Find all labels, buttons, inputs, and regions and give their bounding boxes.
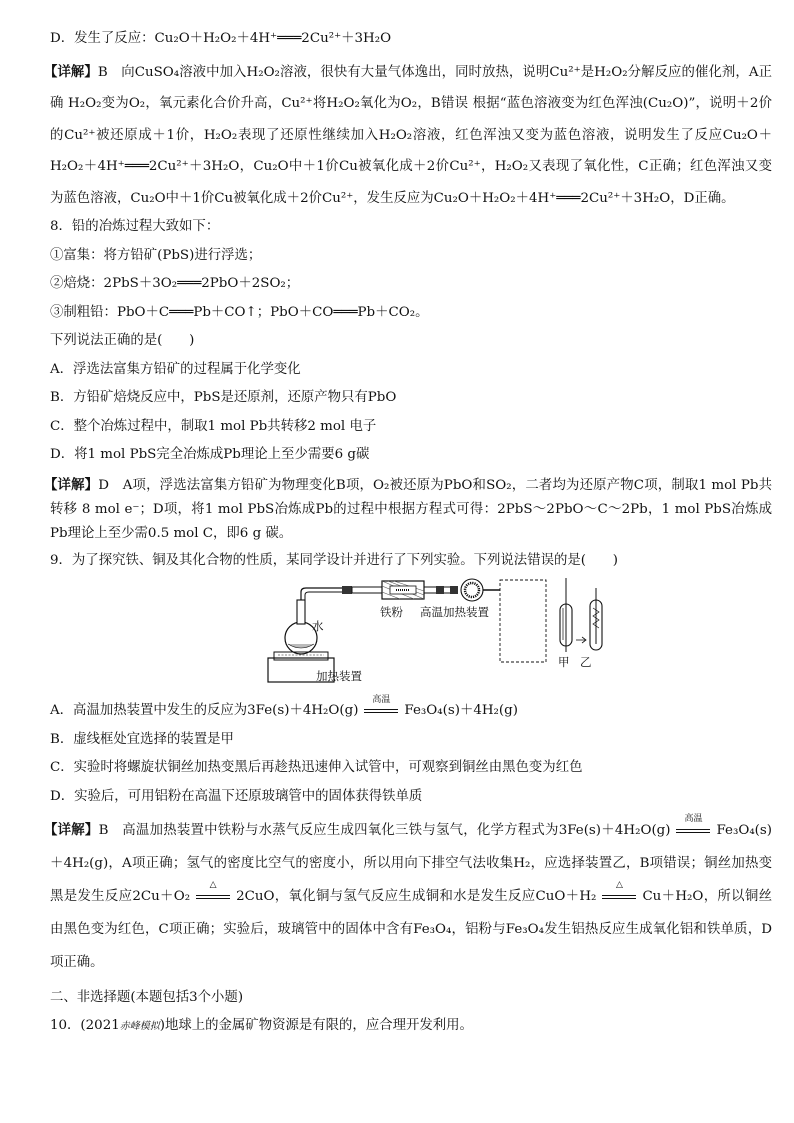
q8-answer	[44, 473, 773, 546]
q7-answer-tag: 【详解】	[44, 63, 98, 80]
document-page	[44, 28, 773, 1045]
q8-ask: 下列说法正确的是( )	[50, 333, 195, 348]
q10-number: 10．(2021	[50, 1018, 120, 1033]
q9-option-b: B．虚线框处宜选择的装置是甲	[50, 731, 234, 747]
condition-label: △	[209, 880, 217, 890]
reaction-arrow	[190, 880, 236, 913]
condition-label: 高温	[372, 695, 391, 705]
q7-answer	[44, 57, 772, 215]
q8-answer-tag: 【详解】	[44, 476, 99, 493]
q8-step-3: ③制粗铅：PbO＋C═══Pb＋CO↑；PbO＋CO═══Pb＋CO₂。	[50, 304, 429, 320]
section-heading: 二、非选择题(本题包括3个小题)	[50, 990, 244, 1005]
q8-option-c: C．整个冶炼过程中，制取1 mol Pb共转移2 mol 电子	[50, 418, 377, 434]
q10-text: )地球上的金属矿物资源是有限的，应合理开发利用。	[159, 1018, 473, 1033]
reaction-arrow	[358, 695, 404, 722]
q9-answer-part2: Fe₃O₄(s)＋4H₂(g)，A项正确；氢气的密度比空气的密度小，所以用向下排空气法收集H₂，应选择装置乙，B项错误；铜丝加热变黑是发生反应2Cu＋O₂	[50, 823, 773, 904]
q9-answer-part1: B 高温加热装置中铁粉与水蒸气反应生成四氧化三铁与氢气，化学方程式为3Fe(s)＋4H₂O(g)	[98, 823, 671, 838]
q9-answer-part4: Cu＋H₂O，所以铜丝由黑色变为红色，C项正确；实验后，玻璃管中的固体中含有Fe₃O₄，铝粉与Fe₃O₄发生铝热反应生成氧化铝和铁单质，D项正确。	[50, 889, 772, 970]
q9-answer-part3: 2CuO，氧化铜与氢气反应生成铜和水是发生反应CuO＋H₂	[236, 889, 597, 904]
q10-source: 赤峰模拟	[119, 1021, 160, 1032]
label-heater: 加热装置	[316, 669, 362, 683]
reaction-arrow	[670, 814, 716, 847]
q9-answer	[44, 814, 773, 979]
q8-step-1: ①富集：将方铅矿(PbS)进行浮选；	[50, 247, 262, 263]
q9-option-d: D．实验后，可用铝粉在高温下还原玻璃管中的固体获得铁单质	[50, 788, 423, 804]
reaction-arrow	[596, 880, 642, 913]
q9-option-a	[50, 695, 772, 722]
label-furnace: 高温加热装置	[420, 605, 489, 619]
q7-answer-text: B 向CuSO₄溶液中加入H₂O₂溶液，很快有大量气体逸出，同时放热，说明Cu²⁺是H₂O₂分解反应的催化剂，A正确 H₂O₂变为O₂，氧元素化合价升高，Cu²⁺将H₂O₂氧化为O₂，B错误 根据“蓝色溶液变为红色浑浊(Cu₂O)”，说明＋2价的Cu²⁺被还原成＋1价，H₂O₂表现了还原性继续加入H₂O₂溶液，红色浑浊又变为蓝色溶液，说明发生了反应Cu₂O＋H₂O₂＋4H⁺═══2Cu²⁺＋3H₂O，Cu₂O中＋1价Cu被氧化成＋2价Cu²⁺，H₂O₂又表现了氧化性，C正确；红色浑浊又变为蓝色溶液，Cu₂O中＋1价Cu被氧化成＋2价Cu²⁺，发生反应为Cu₂O＋H₂O₂＋4H⁺═══2Cu²⁺＋3H₂O，D正确。	[50, 64, 772, 206]
label-yi: 乙	[580, 655, 592, 669]
q8-step-2: ②焙烧：2PbS＋3O₂═══2PbO＋2SO₂；	[50, 276, 300, 291]
q8-option-b: B．方铅矿焙烧反应中，PbS是还原剂，还原产物只有PbO	[50, 390, 397, 405]
q8-option-a: A．浮选法富集方铅矿的过程属于化学变化	[50, 361, 301, 377]
q8-answer-text: D A项，浮选法富集方铅矿为物理变化B项，O₂被还原为PbO和SO₂，二者均为还原产物C项，制取1 mol Pb共转移 8 mol e⁻；D项，将1 mol PbS冶炼成Pb的过程中根据方程式可得：2PbS～2PbO～C～2Pb，1 mol PbS冶炼成Pb理论上至少需0.5 mol C，即6 g 碳。	[50, 477, 773, 541]
q9-answer-tag: 【详解】	[44, 822, 99, 838]
label-water: 水	[312, 619, 324, 633]
label-jia: 甲	[558, 655, 570, 669]
q9-option-c: C．实验时将螺旋状铜丝加热变黑后再趁热迅速伸入试管中，可观察到铜丝由黑色变为红色	[50, 760, 583, 775]
q10-stem	[50, 1015, 772, 1038]
q8-option-d: D．将1 mol PbS完全冶炼成Pb理论上至少需要6 g碳	[50, 447, 370, 462]
q7-option-d: D．发生了反应：Cu₂O＋H₂O₂＋4H⁺═══2Cu²⁺＋3H₂O	[50, 31, 392, 46]
q9-option-a-left: A．高温加热装置中发生的反应为3Fe(s)＋4H₂O(g)	[50, 703, 359, 718]
condition-label: 高温	[684, 814, 703, 824]
label-iron-powder: 铁粉	[380, 605, 403, 619]
q9-stem: 9．为了探究铁、铜及其化合物的性质，某同学设计并进行了下列实验。下列说法错误的是( )	[50, 552, 618, 568]
q8-stem: 8．铅的冶炼过程大致如下：	[50, 219, 220, 234]
condition-label: △	[615, 880, 623, 890]
apparatus-figure	[50, 578, 772, 690]
q9-option-a-right: Fe₃O₄(s)＋4H₂(g)	[404, 703, 518, 718]
